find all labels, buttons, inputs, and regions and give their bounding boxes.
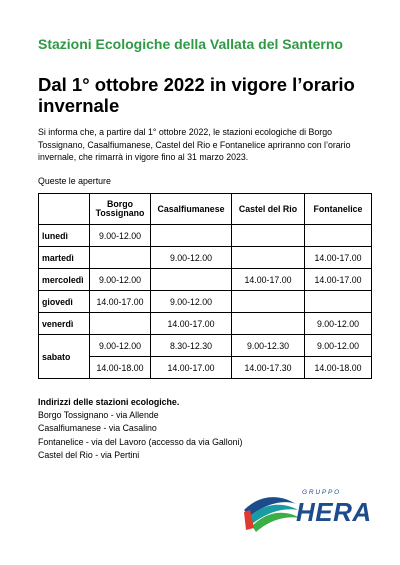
time-cell: 14.00-17.00 — [305, 247, 372, 269]
address-item: Fontanelice - via del Lavoro (accesso da via Galloni) — [38, 436, 243, 447]
addresses-title: Indirizzi delle stazioni ecologiche. — [38, 397, 180, 407]
time-cell — [232, 291, 305, 313]
time-cell — [90, 247, 151, 269]
time-cell: 14.00-17.00 — [90, 291, 151, 313]
address-item: Borgo Tossignano - via Allende — [38, 410, 159, 421]
time-cell: 14.00-17.00 — [151, 357, 232, 379]
time-cell — [305, 225, 372, 247]
day-cell: martedì — [39, 247, 90, 269]
address-item: Casalfiumanese - via Casalino — [38, 423, 157, 434]
time-cell: 9.00-12.00 — [151, 247, 232, 269]
day-cell: sabato — [39, 335, 90, 379]
header-day-cell — [39, 194, 90, 225]
time-cell: 9.00-12.00 — [305, 313, 372, 335]
header-casalfiumanese: Casalfiumanese — [151, 194, 232, 225]
time-cell: 14.00-18.00 — [305, 357, 372, 379]
time-cell: 9.00-12.30 — [232, 335, 305, 357]
time-cell — [232, 225, 305, 247]
schedule-table — [38, 193, 372, 379]
time-cell: 14.00-17.00 — [305, 269, 372, 291]
time-cell — [90, 313, 151, 335]
table-row — [39, 335, 372, 357]
table-header-row — [39, 194, 372, 225]
intro-paragraph — [38, 126, 368, 164]
addresses-section — [38, 396, 242, 462]
header-castel-del-rio: Castel del Rio — [232, 194, 305, 225]
time-cell: 9.00-12.00 — [305, 335, 372, 357]
organization-header: Stazioni Ecologiche della Vallata del Santerno — [38, 36, 343, 52]
table-row — [39, 225, 372, 247]
time-cell: 9.00-12.00 — [90, 269, 151, 291]
day-cell: venerdì — [39, 313, 90, 335]
time-cell: 9.00-12.00 — [151, 291, 232, 313]
header-fontanelice: Fontanelice — [305, 194, 372, 225]
time-cell: 9.00-12.00 — [90, 225, 151, 247]
time-cell: 14.00-17.00 — [151, 313, 232, 335]
day-cell: giovedì — [39, 291, 90, 313]
table-row — [39, 313, 372, 335]
time-cell — [305, 291, 372, 313]
logo-brand-text: HERA — [296, 497, 372, 527]
time-cell: 14.00-17.00 — [232, 269, 305, 291]
day-cell: lunedì — [39, 225, 90, 247]
table-row — [39, 269, 372, 291]
logo-group-text: GRUPPO — [302, 489, 341, 496]
time-cell: 14.00-17.30 — [232, 357, 305, 379]
time-cell: 8.30-12.30 — [151, 335, 232, 357]
openings-label: Queste le aperture — [38, 176, 111, 186]
time-cell: 9.00-12.00 — [90, 335, 151, 357]
day-cell: mercoledì — [39, 269, 90, 291]
table-row — [39, 247, 372, 269]
address-item: Castel del Rio - via Pertini — [38, 449, 140, 460]
table-row — [39, 291, 372, 313]
intro-text: Si informa che, a partire dal 1° ottobre 2022, le stazioni ecologiche di Borgo Tossignano, Casalfiumanese, Castel del Rio e Fontanelice apriranno con l’orario invernale, che rimarrà in vigore fino al 31 marzo 2023. — [38, 127, 351, 163]
page-title: Dal 1° ottobre 2022 in vigore l’orario invernale — [38, 74, 355, 116]
header-borgo-tossignano: Borgo Tossignano — [90, 194, 151, 225]
time-cell — [232, 247, 305, 269]
time-cell — [232, 313, 305, 335]
time-cell: 14.00-18.00 — [90, 357, 151, 379]
time-cell — [151, 269, 232, 291]
time-cell — [151, 225, 232, 247]
